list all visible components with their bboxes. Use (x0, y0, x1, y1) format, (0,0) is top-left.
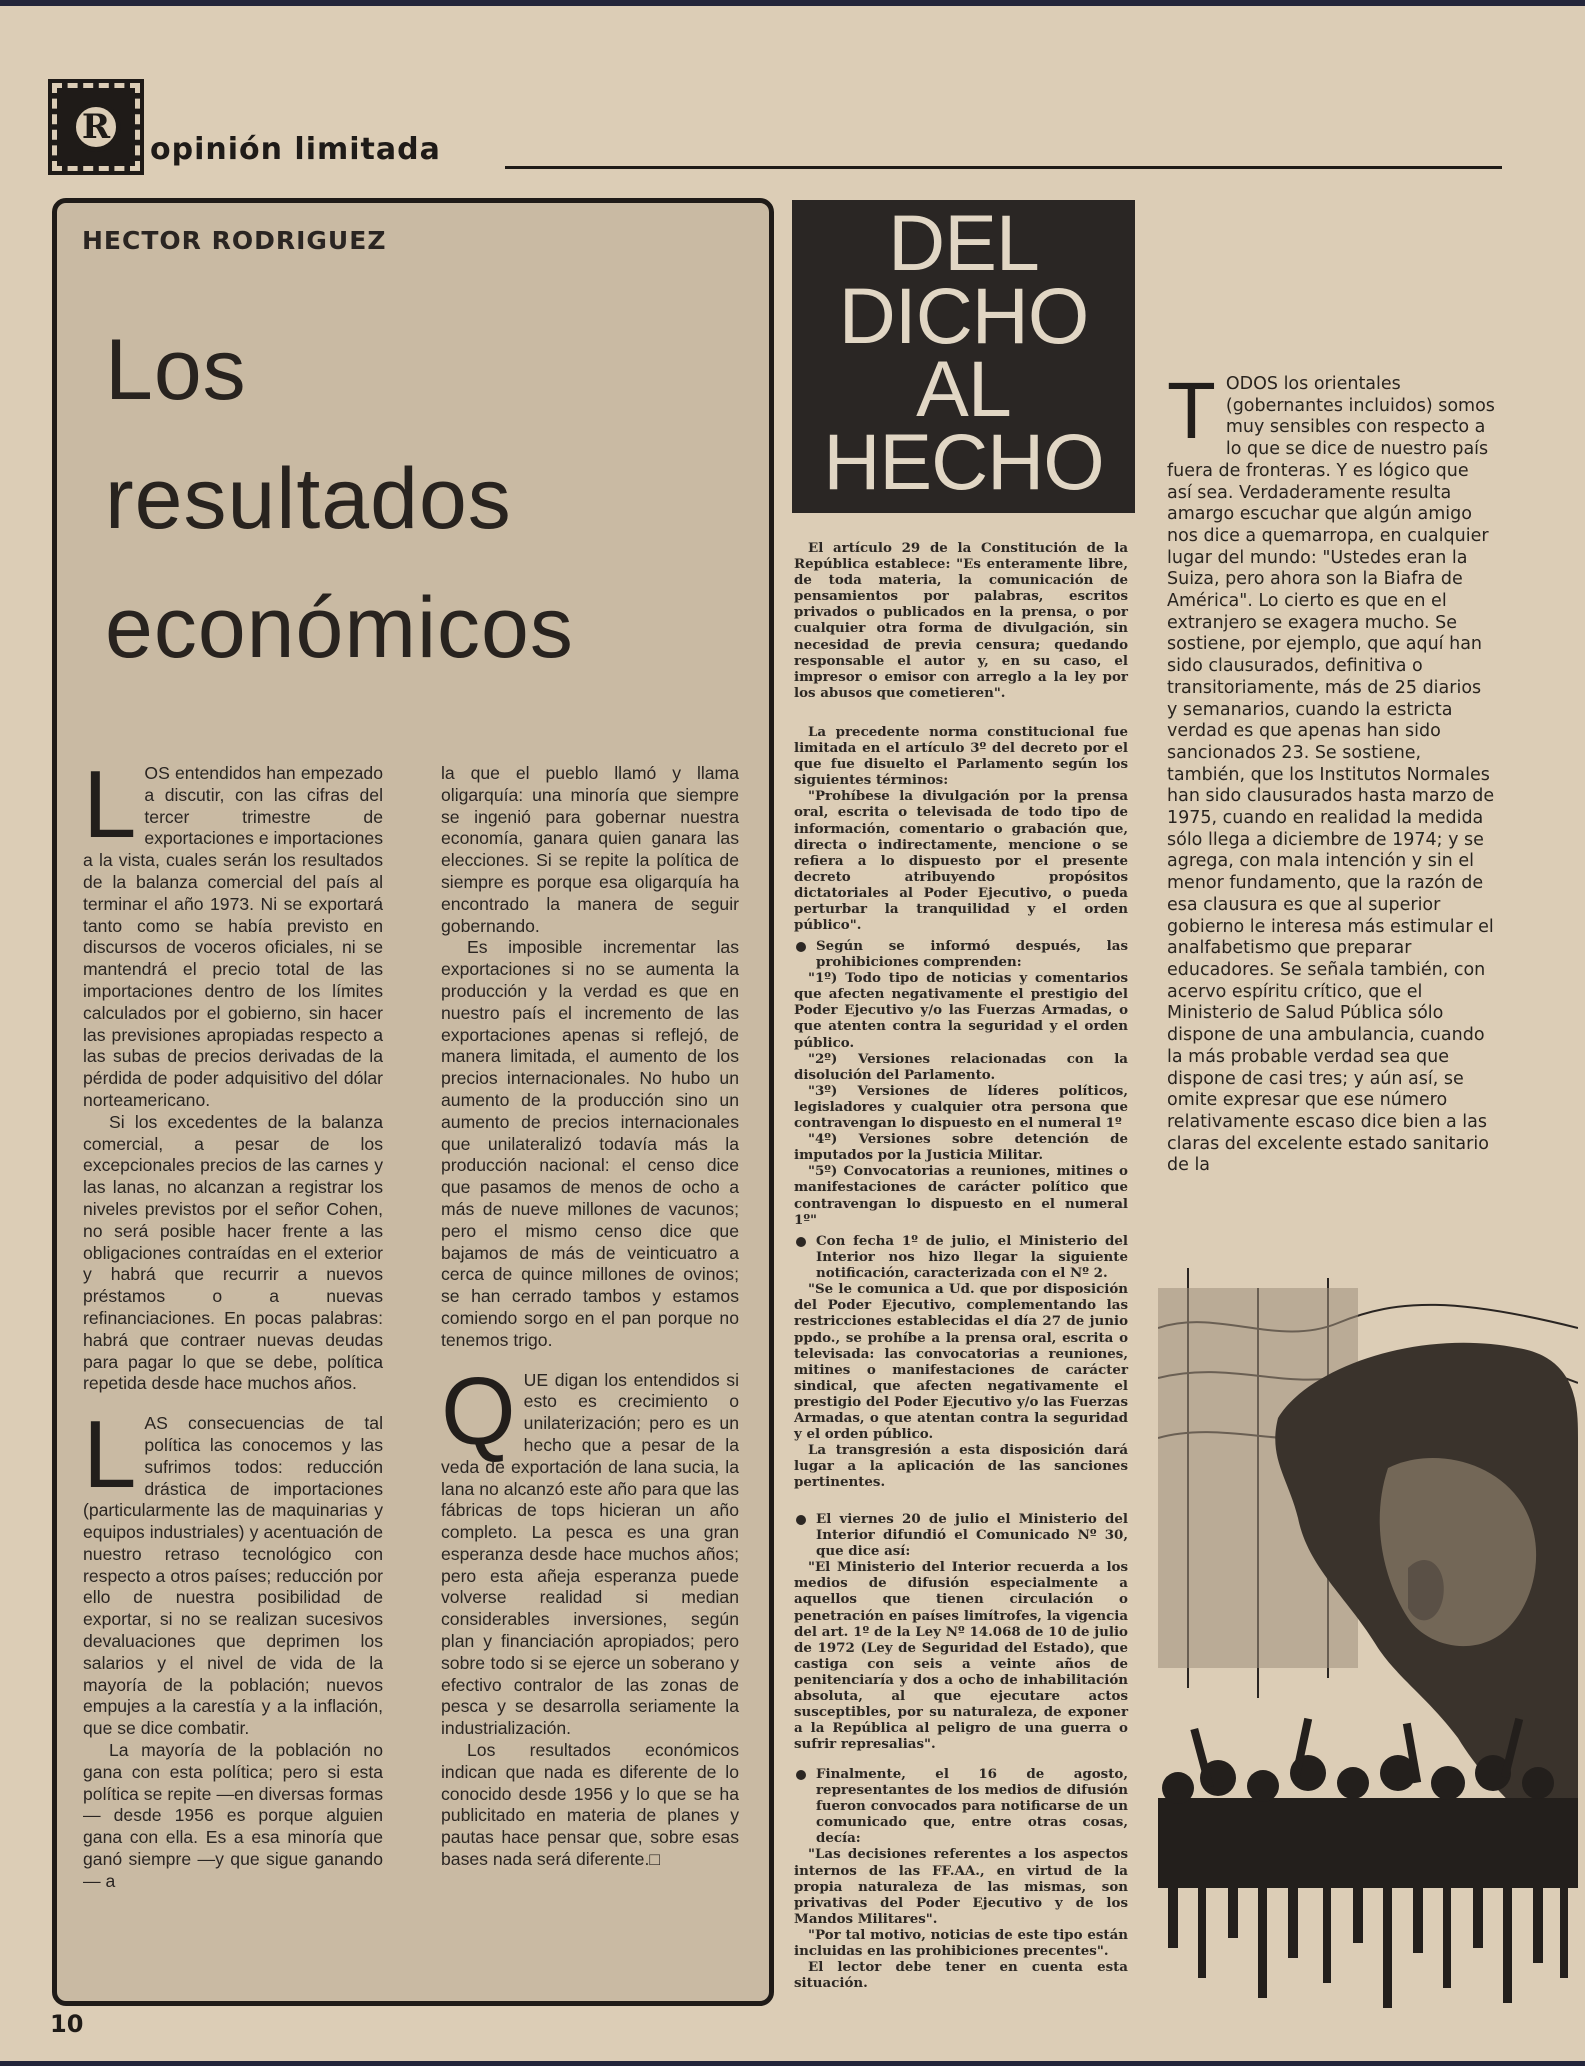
middle-paragraph-1 (794, 540, 1128, 701)
paragraph (441, 1357, 739, 1741)
left-article-column-2 (441, 763, 739, 1871)
headline-line-3: económicos (105, 580, 574, 676)
paragraph: La mayoría de la población no gana con esta política; pero si esta política se repite —en diversas formas— desde 1956 es porque alguien gana con ella. Es a esa minoría que ganó siempre —y que sigue ganando— a (83, 1740, 383, 1891)
paragraph: El artículo 29 de la Constitución de la República establece: "Es enteramente libre, de toda materia, la comunicación de pensamientos por palabras, escritos privados o publicados en la prensa, o por cualquier otra forma de divulgación, sin necesidad de previa censura; quedando responsable el autor y, en su caso, el impresor o emisor con arreglo a la ley por los abusos que cometieren". (794, 540, 1128, 701)
section-title: opinión limitada (150, 132, 441, 167)
title-line-1: DEL (888, 198, 1039, 287)
paragraph: "Las decisiones referentes a los aspectos internos de las FF.AA., en virtud de la propia naturaleza de las mismas, son privativas del Poder Ejecutivo y de los Mandos Militares". (794, 1846, 1128, 1927)
list-item: "3º) Versiones de líderes políticos, legisladores y cualquier otra persona que contravengan lo dispuesto en el numeral 1º (794, 1082, 1128, 1132)
bullet-item (794, 1511, 1128, 1559)
middle-bullet-2 (794, 1233, 1128, 1491)
paragraph: "Por tal motivo, noticias de este tipo están incluidas en las prohibiciones precentes". (794, 1926, 1128, 1960)
headline-line-1: Los (105, 322, 247, 418)
drop-cap: T (1167, 366, 1216, 455)
paragraph: El viernes 20 de julio el Ministerio del Interior difundió el Comunicado Nº 30, que dice así: (816, 1511, 1128, 1560)
page-number: 10 (50, 2010, 84, 2038)
middle-bullet-1 (794, 938, 1128, 1228)
headline-line-2: resultados (105, 451, 512, 547)
page-top-edge (0, 0, 1585, 6)
list-item: "4º) Versiones sobre detención de imputados por la Justicia Militar. (794, 1131, 1128, 1164)
paragraph (83, 751, 384, 1112)
paragraph: El lector debe tener en cuenta esta situación. (794, 1959, 1128, 1992)
right-article-column (1167, 366, 1497, 1177)
magazine-logo (52, 83, 140, 171)
bullet-item (794, 1766, 1128, 1846)
middle-paragraph-2 (794, 724, 1128, 933)
middle-bullet-3 (794, 1511, 1128, 1752)
column-block (83, 1401, 383, 1893)
ink-illustration (1158, 1268, 1578, 2028)
title-line-3: AL (916, 344, 1011, 433)
drips (1168, 1888, 1568, 2008)
paragraph (83, 1401, 383, 1740)
page-bottom-edge (0, 2061, 1585, 2066)
paragraph: la que el pueblo llamó y llama oligarquía: una minoría que siempre se ingenió para gobernar nuestra economía, ganara quien ganara las elecciones. Si se repite la política de siempre es porque esa oligarquía ha encontrado la manera de seguir gobernando. (441, 763, 739, 936)
paragraph: Con fecha 1º de julio, el Ministerio del Interior nos hizo llegar la siguiente notificación, caracterizada con el Nº 2. (816, 1233, 1128, 1282)
header-rule (505, 166, 1502, 169)
paragraph: Finalmente, el 16 de agosto, representantes de los medios de difusión fueron convocados para notificarse de un comunicado que, entre otras cosas, decía: (816, 1766, 1128, 1847)
logo-letter: R (71, 102, 121, 152)
middle-bullet-4 (794, 1766, 1128, 1991)
title-line-4: HECHO (823, 417, 1104, 506)
bullet-item (794, 938, 1128, 970)
paragraph-text: ODOS los orientales (gobernantes incluidos) somos muy sensibles con respecto a lo que se dice de nuestro país fuera de fronteras. Y es lógico que así sea. Verdaderamente resulta amargo escuchar que algún amigo nos dice a quemarropa, en cualquier lugar del mundo: "Ustedes eran la Suiza, pero ahora son la Biafra de América". Lo cierto es que en el extranjero se exagera mucho. Se sostiene, por ejemplo, que aquí han sido clausurados, definitiva o transitoriamente, más de 25 diarios y semanarios, cuando la estricta verdad es que apenas han sido sancionados 23. Se sostiene, también, que los Institutos Normales han sido clausurados hasta marzo de 1975, cuando en realidad la medida sólo llega a diciembre de 1974; y se agrega, con mala intención y sin el menor fundamento, que la razón de esa clausura es que al superior gobierno le interesa más estimular el analfabetismo que preparar educadores. Se señala también, con acervo espíritu crítico, que el Ministerio de Salud Pública sólo dispone de una ambulancia, cuando la más probable verdad sea que dispone de casi tres; y aún así, se omite expresar que ese número relativamente escaso dice bien a las claras del excelente estado sanitario de la (1167, 374, 1495, 1176)
bullet-dot (796, 1515, 806, 1525)
list-item: "5º) Convocatorias a reuniones, mitines o manifestaciones de carácter político que contravengan lo dispuesto en el numeral 1º" (794, 1163, 1128, 1228)
end-mark: □ (649, 1849, 660, 1870)
paragraph: "Se le comunica a Ud. que por disposición del Poder Ejecutivo, complementando las restricciones establecidas el día 27 de junio ppdo., se prohíbe a la prensa oral, escrita o televisada: las convocatorias a reuniones, mitines o manifestaciones de carácter sindical, que afecten negativamente el prestigio del Poder Ejecutivo y/o las Fuerzas Armadas, o que atentan contra la seguridad y el orden público. (794, 1281, 1128, 1443)
crowd-silhouettes (1158, 1718, 1578, 1888)
left-article-column-1 (83, 751, 384, 1893)
bullet-dot (796, 1237, 806, 1247)
paragraph: Si los excedentes de la balanza comercial, a pesar de los excepcionales precios de las carnes y las lanas, no alcanzan a registrar los niveles previstos por el señor Cohen, no será posible hacer frente a las obligaciones contraídas en el exterior y habrá que recurrir a nuevos préstamos o a nuevas refinanciaciones. En pocas palabras: habrá que contraer nuevas deudas para pagar lo que se debe, política repetida desde hace muchos años. (83, 1111, 383, 1394)
paragraph: Es imposible incrementar las exportaciones si no se aumenta la producción y la verdad es que en nuestro país el incremento de las exportaciones apenas si reflejó, de manera limitada, el aumento de los precios internacionales. No hubo un aumento de la producción sino un aumento de precios internacionales que unilateralizó todavía más la producción nacional: el censo dice que pasamos de menos de ocho a más de nueve millones de vacunos; pero el mismo censo dice que bajamos de más de veinticuatro a cerca de quince millones de ovinos; se han cerrado tambos y estamos comiendo sorgo en el pan porque no tenemos trigo. (441, 937, 739, 1350)
list-item: "1º) Todo tipo de noticias y comentarios que afecten negativamente el prestigio del Poder Ejecutivo y/o las Fuerzas Armadas, o que atenten contra la seguridad y el orden público. (794, 970, 1128, 1051)
drop-cap: L (83, 1401, 137, 1509)
list-item: "2º) Versiones relacionadas con la disolución del Parlamento. (794, 1050, 1128, 1083)
paragraph: Según se informó después, las prohibiciones comprenden: (816, 938, 1128, 971)
paragraph-text: OS entendidos han empezado a discutir, con las cifras del tercer trimestre de exportaciones e importaciones a la vista, cuales serán los resultados de la balanza comercial del país al terminar el año 1973. Ni se exportará tanto como se había previsto en discursos de voceros oficiales, ni se mantendrá el precio total de las importaciones dentro de los límites calculados por el gobierno, sin hacer las previsiones apropiadas respecto a las subas de precios derivadas de la pérdida de poder adquisitivo del dólar norteamericano. (83, 763, 384, 1110)
column-block (441, 1357, 739, 1871)
paragraph-text: Los resultados económicos indican que nada es diferente de lo conocido desde 1956 y lo que se ha publicitado en materia de planes y pautas hace pensar que, sobre esas bases nada será diferente. (441, 1740, 739, 1870)
drop-cap: L (83, 751, 137, 858)
middle-article-title (792, 198, 1135, 506)
article-author: HECTOR RODRIGUEZ (82, 226, 387, 255)
title-line-2: DICHO (838, 271, 1089, 360)
drop-cap: Q (441, 1357, 516, 1465)
bullet-dot (796, 942, 806, 952)
bullet-dot (796, 1770, 806, 1780)
paragraph-text: UE digan los entendidos si esto es crecimiento o unilaterización; pero es un hecho que a pesar de la veda de exportación de lana sucia, la lana no alcanzó este año para que las fábricas de tops hicieran un año completo. La pesca es una gran esperanza desde hace muchos años; pero esta añeja esperanza puede volverse realidad si median considerables inversiones, según plan y financiación apropiados; pero sobre todo si se ejerce un soberano y efectivo contralor de las zonas de pesca y se desarrolla seriamente la industrialización. (441, 1369, 739, 1739)
paragraph: "Prohíbese la divulgación por la prensa oral, escrita o televisada de todo tipo de información, comentario o grabación que, directa o indirectamente, mencione o se refiera a lo dispuesto por el presente decreto atribuyendo propósitos dictatoriales al Poder Ejecutivo, o pueda perturbar la tranquilidad y el orden público". (794, 788, 1128, 934)
article-headline (105, 306, 745, 693)
paragraph (1167, 366, 1497, 1177)
paragraph: La transgresión a esta disposición dará lugar a la aplicación de las sanciones pertinentes. (794, 1442, 1128, 1491)
paragraph (441, 1740, 739, 1871)
paragraph: "El Ministerio del Interior recuerda a los medios de difusión especialmente a aquellos que tienen circulación o penetración en países limítrofes, la vigencia del art. 1º de la Ley Nº 14.068 de 10 de julio de 1972 (Ley de Seguridad del Estado), que castiga con seis a veinte años de penitenciaría y dos a ocho de inhabilitación absoluta, al que ejecutare actos susceptibles, por su naturaleza, de exponer a la República al peligro de una guerra o sufrir represalias". (794, 1559, 1128, 1753)
bullet-item (794, 1233, 1128, 1281)
paragraph: La precedente norma constitucional fue limitada en el artículo 3º del decreto por el que fue disuelto el Parlamento según los siguientes términos: (794, 724, 1128, 789)
paragraph-text: AS consecuencias de tal política las conocemos y las sufrimos todos: reducción drástica de importaciones (particularmente las de maquinarias y equipos industriales) y acentuación de nuestro retraso tecnológico con respecto a otros países; reducción por ello de nuestra posibilidad de exportar, si no se realizan sucesivos devaluaciones que deprimen los salarios y el nivel de vida de la mayoría de la población; nuevos empujes a la carestía y a la inflación, que se dice combatir. (83, 1413, 383, 1739)
